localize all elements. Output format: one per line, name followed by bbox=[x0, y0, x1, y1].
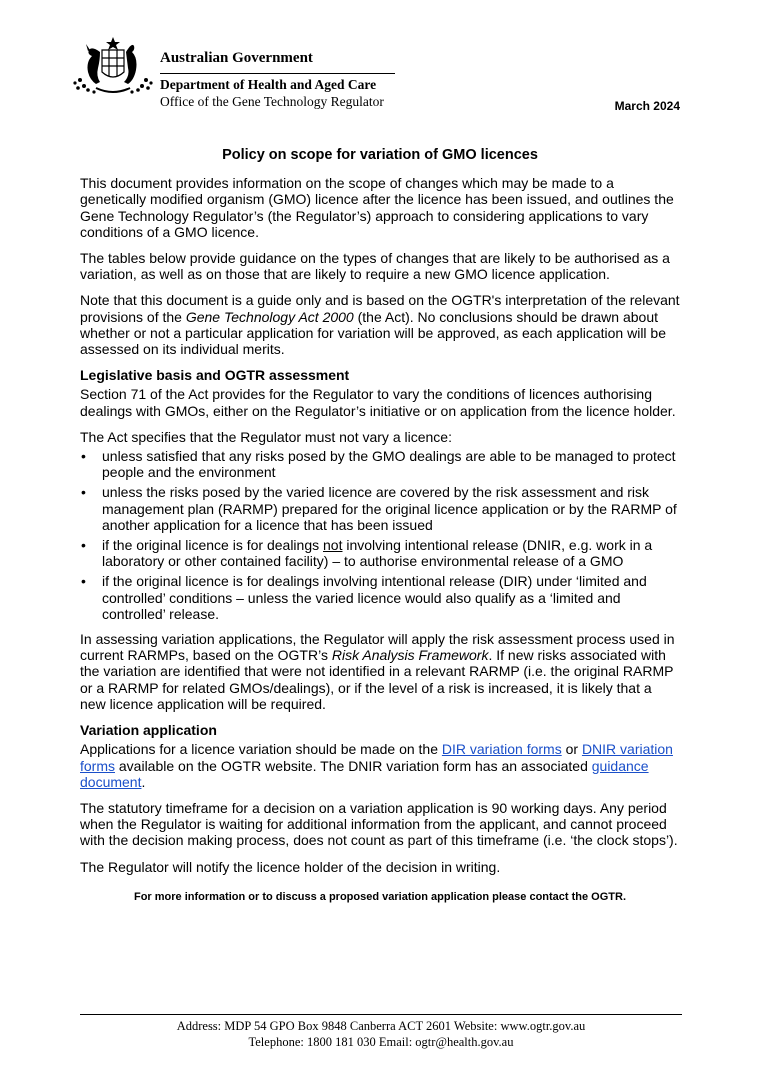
variation-paragraph-3: The Regulator will notify the licence holder of the decision in writing. bbox=[80, 858, 501, 875]
framework-name: Risk Analysis Framework bbox=[331, 647, 489, 664]
list-item bbox=[80, 448, 680, 480]
intro-paragraph-2: The tables below provide guidance on the types of changes that are likely to be authorised as a variation, as well as on those that are likely to require a new GMO licence application. bbox=[80, 250, 670, 283]
document-title: Policy on scope for variation of GMO licences bbox=[222, 147, 538, 163]
footer-divider bbox=[80, 1014, 682, 1015]
variation-p1-start: Applications for a licence variation should be made on the bbox=[80, 741, 442, 758]
emphasis-not: not bbox=[323, 537, 343, 554]
bullet-icon: • bbox=[81, 484, 86, 501]
list-item-text: if the original licence is for dealings involving intentional release (DIR) under ‘limited and controlled’ conditions – unless the varied licence would also qualify as a ‘limited and controlled’ release. bbox=[102, 573, 647, 622]
intro-paragraph-3 bbox=[80, 292, 680, 357]
header-divider bbox=[160, 73, 395, 74]
conditions-list bbox=[80, 448, 680, 622]
government-name: Australian Government bbox=[160, 50, 313, 66]
document-date: March 2024 bbox=[614, 99, 680, 113]
variation-p1-end: . bbox=[141, 773, 146, 790]
coat-of-arms-icon bbox=[72, 36, 154, 98]
legislative-paragraph-1: Section 71 of the Act provides for the Regulator to vary the conditions of licences authorising dealings with GMOs, either on the Regulator’s initiative or on application from the licence holder. bbox=[80, 386, 676, 419]
variation-paragraph-1 bbox=[80, 741, 680, 790]
intro-paragraph-1: This document provides information on the scope of changes which may be made to a genetically modified organism (GMO) licence after the licence has been issued, and outlines the Gene Technology Regulator’s (the Regulator’s) approach to considering applications to vary conditions of a GMO licence. bbox=[80, 175, 674, 240]
page-footer bbox=[80, 1018, 682, 1050]
bullet-icon: • bbox=[81, 573, 86, 590]
list-item bbox=[80, 573, 680, 622]
list-item-text-start: if the original licence is for dealings bbox=[102, 537, 324, 554]
variation-p1-or: or bbox=[561, 741, 582, 758]
footer-address: Address: MDP 54 GPO Box 9848 Canberra ACT 2601 Website: www.ogtr.gov.au bbox=[176, 1019, 586, 1033]
intro-p3-start: Note that this document is a guide only and is based on the OGTR's interpretation of the relevant provisions of the bbox=[80, 292, 680, 325]
act-name: Gene Technology Act 2000 bbox=[185, 308, 354, 325]
contact-note: For more information or to discuss a proposed variation application please contact the OGTR. bbox=[133, 890, 627, 903]
document-body bbox=[80, 147, 680, 905]
list-item-text: unless the risks posed by the varied licence are covered by the risk assessment and risk management plan (RARMP) prepared for the original licence application or by the RARMP of another application for a licence that has been issued bbox=[102, 484, 677, 533]
guidance-document-link[interactable]: guidance document bbox=[80, 757, 649, 790]
list-item-text-end: involving intentional release (DNIR, e.g. work in a laboratory or other contained facility) – to authorise environmental release of a GMO bbox=[102, 537, 653, 570]
legislative-p3-start: In assessing variation applications, the Regulator will apply the risk assessment process used in current RARMPs, based on the OGTR’s bbox=[80, 631, 675, 664]
variation-p1-middle: available on the OGTR website. The DNIR variation form has an associated bbox=[115, 757, 592, 774]
dnir-variation-forms-link[interactable]: DNIR variation forms bbox=[80, 741, 673, 774]
list-item bbox=[80, 537, 680, 569]
intro-p3-end: (the Act). No conclusions should be drawn about whether or not a particular application for variation will be approved, as each application will be assessed on its individual merits. bbox=[80, 308, 666, 358]
list-item bbox=[80, 484, 680, 533]
bullet-icon: • bbox=[81, 537, 86, 554]
legislative-paragraph-3 bbox=[80, 631, 680, 712]
legislative-heading: Legislative basis and OGTR assessment bbox=[80, 367, 350, 384]
variation-heading: Variation application bbox=[80, 722, 217, 739]
department-name: Department of Health and Aged Care bbox=[160, 77, 377, 92]
page-header bbox=[72, 34, 692, 114]
variation-paragraph-2: The statutory timeframe for a decision on a variation application is 90 working days. Any period when the Regulator is waiting for additional information from the applicant, and cannot proceed with the decision making process, does not count as part of this timeframe (i.e. ‘the clock stops’). bbox=[80, 799, 678, 849]
dir-variation-forms-link[interactable]: DIR variation forms bbox=[441, 741, 562, 758]
footer-contact: Telephone: 1800 181 030 Email: ogtr@health.gov.au bbox=[248, 1035, 514, 1049]
list-item-text: unless satisfied that any risks posed by the GMO dealings are able to be managed to protect people and the environment bbox=[102, 448, 676, 481]
office-name: Office of the Gene Technology Regulator bbox=[160, 94, 384, 109]
bullet-icon: • bbox=[81, 448, 86, 465]
legislative-p3-end: . If new risks associated with the variation are identified that were not identified in a relevant RARMP (i.e. the original RARMP or a RARMP for related GMOs/dealings), or if the level of a risk is increased, it is likely that a new licence application will be required. bbox=[80, 647, 674, 712]
legislative-paragraph-2: The Act specifies that the Regulator must not vary a licence: bbox=[80, 428, 452, 445]
